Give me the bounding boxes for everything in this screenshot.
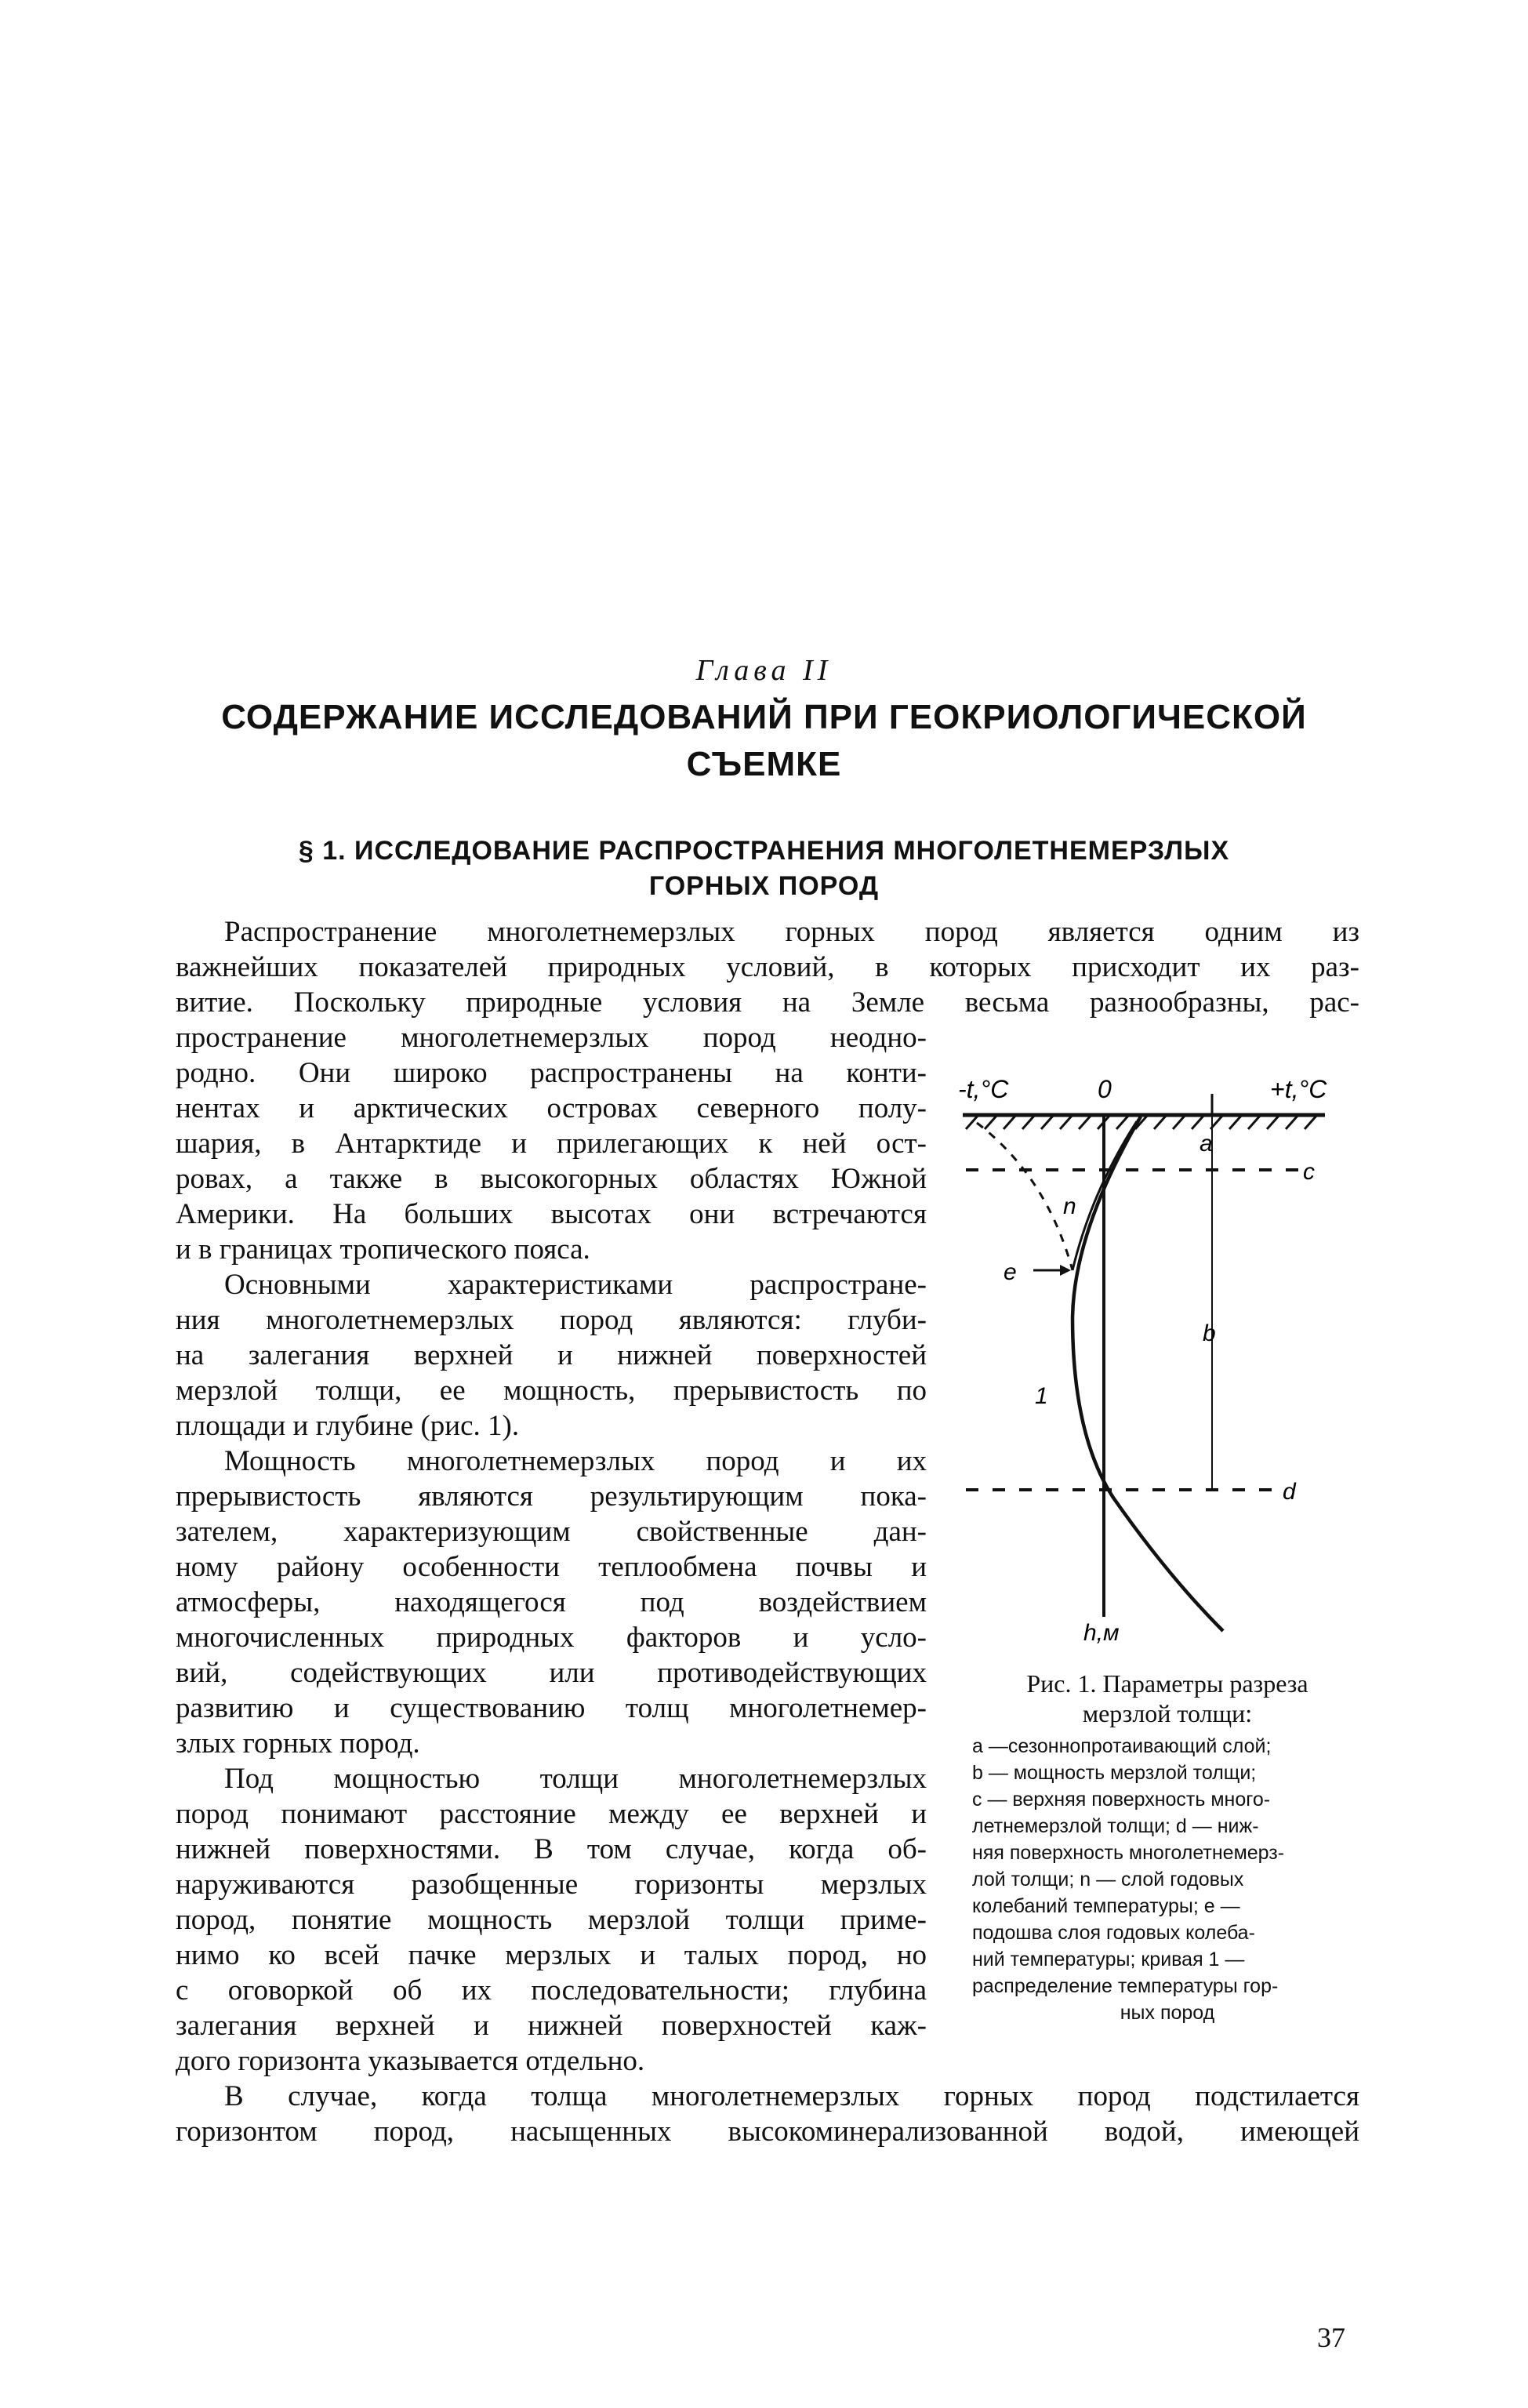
- figure-caption: [972, 1669, 1363, 1728]
- text-line: Распространение многолетнемерзлых горных пород является одним из: [224, 916, 1359, 948]
- legend-line: колебаний температуры; e —: [972, 1895, 1240, 1917]
- text-line: на залегания верхней и нижней поверхностей: [176, 1339, 927, 1371]
- figure-caption-line: мерзлой толщи:: [1082, 1699, 1253, 1727]
- label-a: a: [1200, 1131, 1213, 1157]
- label-b: b: [1203, 1320, 1216, 1346]
- label-n: n: [1063, 1193, 1076, 1219]
- text-line: пространение многолетнемерзлых пород неодно-: [176, 1022, 927, 1054]
- text-line: шария, в Антарктиде и прилегающих к ней ост-: [176, 1128, 927, 1160]
- text-line: атмосферы, находящегося под воздействием: [176, 1586, 927, 1618]
- text-line: горизонтом пород, насыщенных высокоминерализованной водой, имеющей: [176, 2116, 1359, 2148]
- text-line: витие. Поскольку природные условия на Земле весьма разнообразны, рас-: [176, 986, 1359, 1019]
- chapter-title: [0, 694, 1528, 788]
- text-line: наруживаются разобщенные горизонты мерзлых: [176, 1869, 927, 1901]
- section-title: [0, 834, 1528, 904]
- chapter-title-line: СОДЕРЖАНИЕ ИССЛЕДОВАНИЙ ПРИ ГЕОКРИОЛОГИЧЕСКОЙ: [221, 698, 1307, 736]
- legend-line: няя поверхность многолетнемерз-: [972, 1842, 1285, 1864]
- text-line: площади и глубине (рис. 1).: [176, 1410, 520, 1442]
- label-c: c: [1303, 1159, 1315, 1185]
- text-line: прерывистость являются результирующим пока-: [176, 1480, 927, 1513]
- label-d: d: [1283, 1479, 1296, 1505]
- axis-label-plus-t: +t,°C: [1270, 1075, 1327, 1103]
- text-line: Основными характеристиками распростране-: [224, 1269, 927, 1301]
- text-line: ному району особенности теплообмена почвы и: [176, 1551, 927, 1583]
- text-line: вий, содействующих или противодействующих: [176, 1657, 927, 1689]
- text-line: Америки. На больших высотах они встречаются: [176, 1198, 927, 1230]
- page-number: 37: [1317, 2322, 1345, 2353]
- axis-label-minus-t: -t,°C: [958, 1075, 1009, 1103]
- text-line: Мощность многолетнемерзлых пород и их: [224, 1445, 927, 1477]
- text-line: злых горных пород.: [176, 1727, 420, 1760]
- text-line: и в границах тропического пояса.: [176, 1233, 590, 1266]
- text-line: ния многолетнемерзлых пород являются: глуби-: [176, 1304, 927, 1336]
- text-line: с оговоркой об их последовательности; глубина: [176, 1974, 927, 2007]
- temperature-curve-1: [1073, 1117, 1223, 1631]
- legend-line: c — верхняя поверхность много-: [972, 1789, 1271, 1811]
- text-line: многочисленных природных факторов и усло-: [176, 1622, 927, 1654]
- figure-caption-line: Рис. 1. Параметры разреза: [1026, 1669, 1308, 1698]
- text-line: нентах и арктических островах северного полу-: [176, 1092, 927, 1124]
- arrow-e-head: [1060, 1265, 1071, 1276]
- axis-label-zero: 0: [1098, 1075, 1112, 1103]
- text-line: родно. Они широко распространены на конти-: [176, 1057, 927, 1089]
- temperature-envelope-dashed: [977, 1123, 1073, 1270]
- text-line: развитию и существованию толщ многолетнемер-: [176, 1692, 927, 1724]
- label-depth: h,м: [1083, 1620, 1120, 1646]
- text-line: нижней поверхностями. В том случае, когда об-: [176, 1833, 927, 1865]
- text-line: ровах, а также в высокогорных областях Южной: [176, 1163, 927, 1195]
- section-title-line: § 1. ИССЛЕДОВАНИЕ РАСПРОСТРАНЕНИЯ МНОГОЛЕТНЕМЕРЗЛЫХ: [298, 836, 1230, 866]
- legend-line: ных пород: [1120, 2002, 1215, 2024]
- text-line: пород понимают расстояние между ее верхней и: [176, 1798, 927, 1830]
- text-line: пород, понятие мощность мерзлой толщи приме-: [176, 1904, 927, 1936]
- section-title-line: ГОРНЫХ ПОРОД: [648, 871, 880, 901]
- chapter-heading: Глава II: [695, 654, 833, 687]
- text-line: В случае, когда толща многолетнемерзлых горных пород подстилается: [224, 2080, 1359, 2112]
- legend-line: подошва слоя годовых колеба-: [972, 1922, 1255, 1944]
- text-line: зателем, характеризующим свойственные дан-: [176, 1516, 927, 1548]
- legend-line: ний температуры; кривая 1 —: [972, 1949, 1245, 1970]
- permafrost-section-diagram: [941, 1066, 1380, 1662]
- legend-line: a —сезоннопротаивающий слой;: [972, 1735, 1272, 1757]
- chapter-title-line: СЪЕМКЕ: [686, 745, 842, 783]
- label-e: e: [1004, 1259, 1017, 1285]
- legend-line: распределение температуры гор-: [972, 1975, 1279, 1997]
- text-line: залегания верхней и нижней поверхностей каж-: [176, 2010, 927, 2042]
- text-line: мерзлой толщи, ее мощность, прерывистость по: [176, 1375, 927, 1407]
- text-line: нимо ко всей пачке мерзлых и талых пород, но: [176, 1939, 927, 1971]
- text-line: важнейших показателей природных условий, в которых присходит их раз-: [176, 951, 1359, 983]
- text-line: Под мощностью толщи многолетнемерзлых: [224, 1763, 927, 1795]
- legend-line: летнемерзлой толщи; d — ниж-: [972, 1815, 1259, 1837]
- legend-line: лой толщи; n — слой годовых: [972, 1869, 1244, 1890]
- text-line: дого горизонта указывается отдельно.: [176, 2045, 645, 2077]
- legend-line: b — мощность мерзлой толщи;: [972, 1762, 1257, 1784]
- label-curve-1: 1: [1035, 1383, 1048, 1409]
